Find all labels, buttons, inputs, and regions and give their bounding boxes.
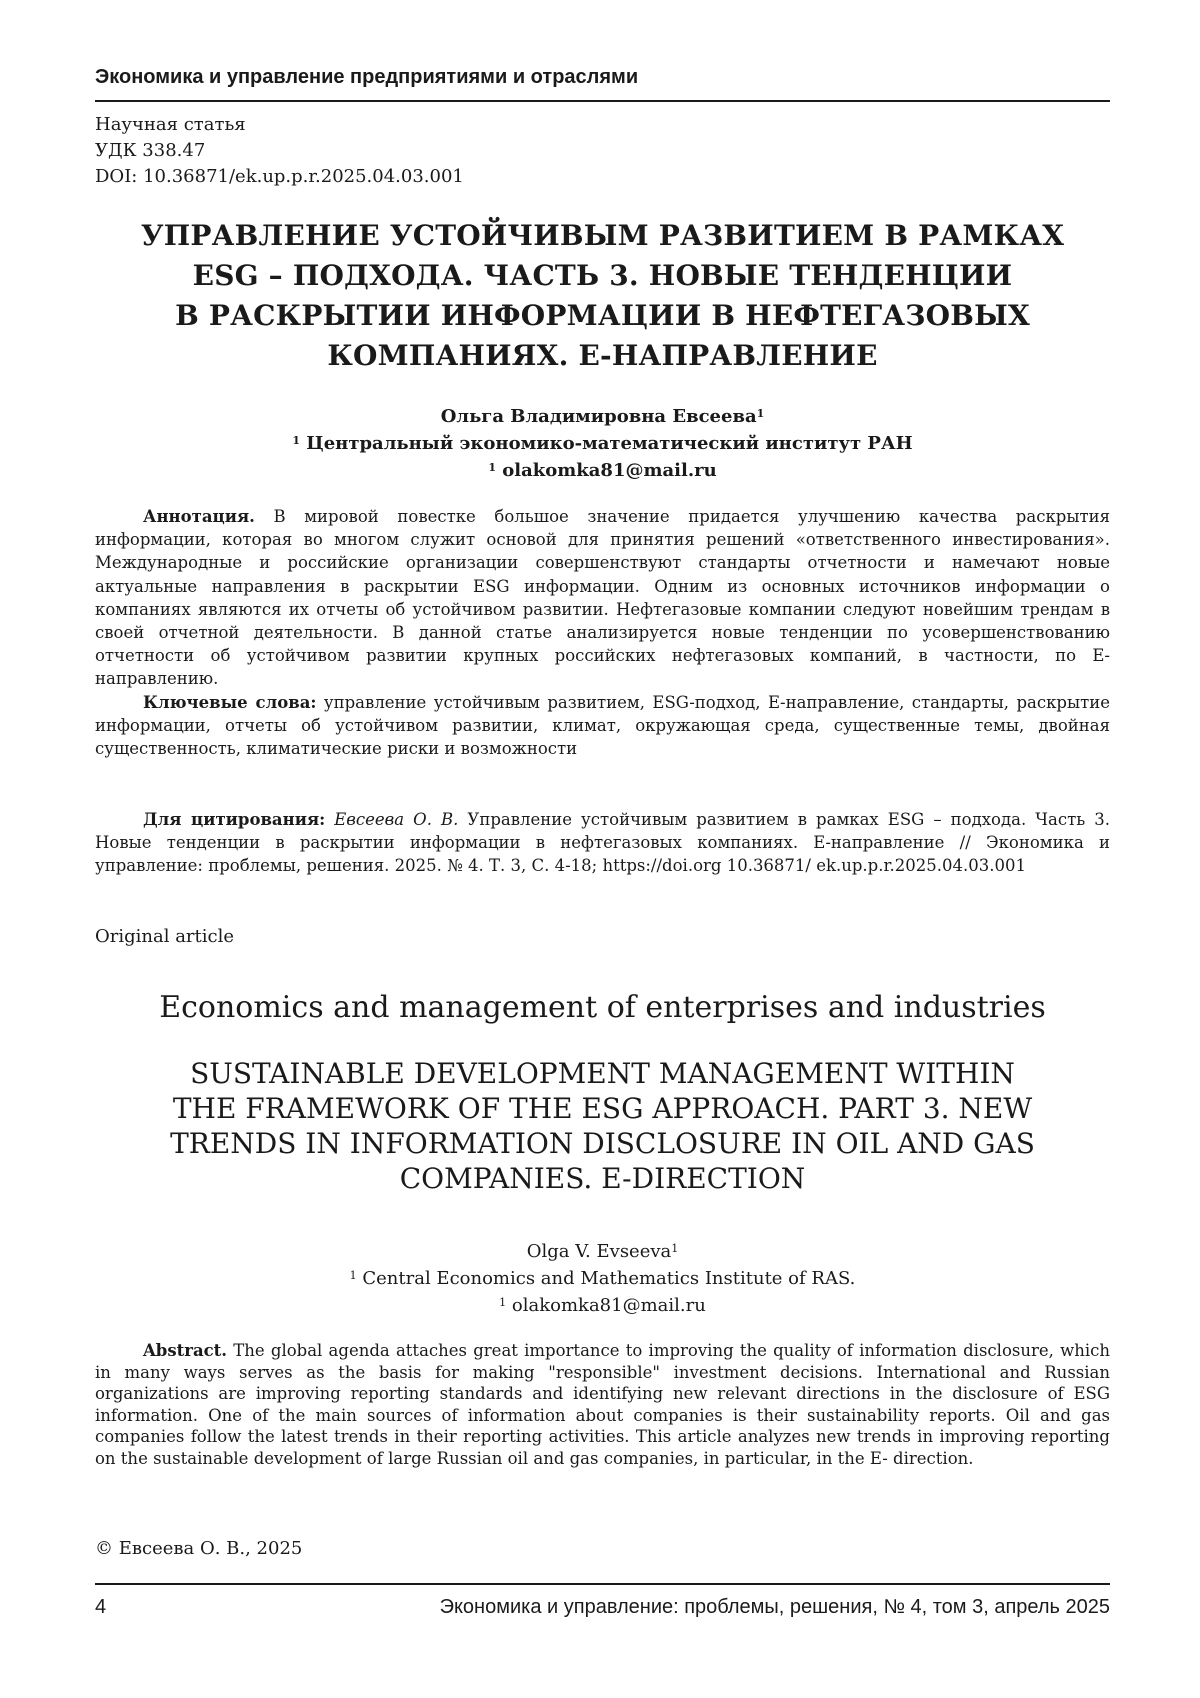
en-author-name: Olga V. Evseeva xyxy=(526,1241,672,1262)
header-rule xyxy=(95,100,1110,102)
ru-keywords-text: управление устойчивым развитием, ESG-подход, Е-направление, стандарты, раскрытие информации, отчеты об устойчивом развитии, климат, окружающая среда, существенные темы, двойная существенность, климатические риски и возможности xyxy=(95,692,1110,759)
footnote-marker: 1 xyxy=(756,407,765,420)
en-title xyxy=(95,1056,1110,1196)
footnote-marker: 1 xyxy=(292,434,301,447)
en-title-line: SUSTAINABLE DEVELOPMENT MANAGEMENT WITHIN xyxy=(190,1057,1015,1090)
en-author-block xyxy=(95,1238,1110,1319)
en-title-line: TRENDS IN INFORMATION DISCLOSURE IN OIL AND GAS xyxy=(170,1127,1035,1160)
en-abstract-text: The global agenda attaches great importance to improving the quality of information disclosure, which in many ways serves as the basis for making "responsible" investment decisions. International and Russian organizations are improving reporting standards and identifying new relevant directions in the disclosure of ESG information. One of the main sources of information about companies is their sustainability reports. Oil and gas companies follow the latest trends in their reporting activities. This article analyzes new trends in improving reporting on the sustainable development of large Russian oil and gas companies, in particular, in the E- direction. xyxy=(95,1341,1110,1468)
ru-keywords-label: Ключевые слова: xyxy=(143,692,317,712)
page-number: 4 xyxy=(95,1596,107,1618)
en-section-title: Economics and management of enterprises and industries xyxy=(159,990,1046,1025)
en-abstract xyxy=(95,1340,1110,1469)
ru-abstract xyxy=(95,505,1110,691)
journal-footer: Экономика и управление: проблемы, решения, № 4, том 3, апрель 2025 xyxy=(439,1596,1110,1618)
running-header: Экономика и управление предприятиями и отраслями xyxy=(95,66,639,88)
footnote-marker: 1 xyxy=(671,1242,679,1255)
ru-title-line: В РАСКРЫТИИ ИНФОРМАЦИИ В НЕФТЕГАЗОВЫХ xyxy=(175,299,1030,332)
en-article-type: Original article xyxy=(95,926,235,947)
ru-abstract-block xyxy=(95,505,1110,760)
article-type: Научная статья xyxy=(95,114,246,135)
footnote-marker: 1 xyxy=(488,461,496,474)
ru-author-name: Ольга Владимировна Евсеева xyxy=(440,406,757,427)
en-title-line: THE FRAMEWORK OF THE ESG APPROACH. PART 3. NEW xyxy=(172,1092,1033,1125)
en-email-line xyxy=(95,1292,1110,1319)
en-author-line xyxy=(95,1238,1110,1265)
en-abstract-label: Abstract. xyxy=(143,1341,228,1360)
citation-block xyxy=(95,808,1110,878)
citation-author: Евсеева О. В. xyxy=(334,810,459,829)
ru-abstract-label: Аннотация. xyxy=(143,507,255,526)
footer-rule xyxy=(95,1583,1110,1585)
en-affiliation-line xyxy=(95,1265,1110,1292)
citation xyxy=(95,808,1110,878)
ru-affiliation: Центральный экономико-математический институт РАН xyxy=(306,433,913,454)
footnote-marker: 1 xyxy=(499,1296,507,1309)
citation-text: Управление устойчивым развитием в рамках ESG – подхода. Часть 3. Новые тенденции в раскрытии информации в нефтегазовых компаниях. Е-направление // Экономика и управление: проблемы, решения. 2025. № 4. Т. 3, С. 4-18; https://doi.org 10.36871/ ek.up.p.r.2025.04.03.001 xyxy=(95,810,1110,876)
article-page xyxy=(95,0,1110,1698)
article-meta xyxy=(95,112,464,190)
ru-affiliation-line xyxy=(95,430,1110,457)
ru-title-line: ESG – ПОДХОДА. ЧАСТЬ 3. НОВЫЕ ТЕНДЕНЦИИ xyxy=(192,259,1013,292)
doi: DOI: 10.36871/ek.up.p.r.2025.04.03.001 xyxy=(95,166,464,187)
ru-author-line xyxy=(95,403,1110,430)
en-affiliation: Central Economics and Mathematics Institute of RAS. xyxy=(362,1268,856,1289)
ru-email[interactable]: olakomka81@mail.ru xyxy=(502,460,717,481)
ru-title-line: КОМПАНИЯХ. Е-НАПРАВЛЕНИЕ xyxy=(327,339,878,372)
ru-title-line: УПРАВЛЕНИЕ УСТОЙЧИВЫМ РАЗВИТИЕМ В РАМКАХ xyxy=(140,219,1065,252)
en-title-line: COMPANIES. E-DIRECTION xyxy=(399,1162,806,1195)
citation-label: Для цитирования: xyxy=(143,810,326,829)
ru-title xyxy=(95,216,1110,376)
ru-author-block xyxy=(95,403,1110,484)
copyright: © Евсеева О. В., 2025 xyxy=(95,1538,303,1559)
ru-abstract-text: В мировой повестке большое значение придается улучшению качества раскрытия информации, которая во многом служит основой для принятия решений «ответственного инвестирования». Международные и российские организации совершенствуют стандарты отчетности и намечают новые актуальные направления в раскрытии ESG информации. Одним из основных источников информации о компаниях являются их отчеты об устойчивом развитии. Нефтегазовые компании следуют новейшим трендам в своей отчетной деятельности. В данной статье анализируется новые тенденции по усовершенствованию отчетности об устойчивом развитии крупных российских нефтегазовых компаний, в частности, по Е-направлению. xyxy=(95,507,1110,689)
ru-keywords xyxy=(95,691,1110,761)
udk-code: УДК 338.47 xyxy=(95,140,206,161)
en-email[interactable]: olakomka81@mail.ru xyxy=(511,1295,706,1316)
ru-email-line xyxy=(95,457,1110,484)
en-abstract-block xyxy=(95,1340,1110,1469)
footnote-marker: 1 xyxy=(349,1269,357,1282)
